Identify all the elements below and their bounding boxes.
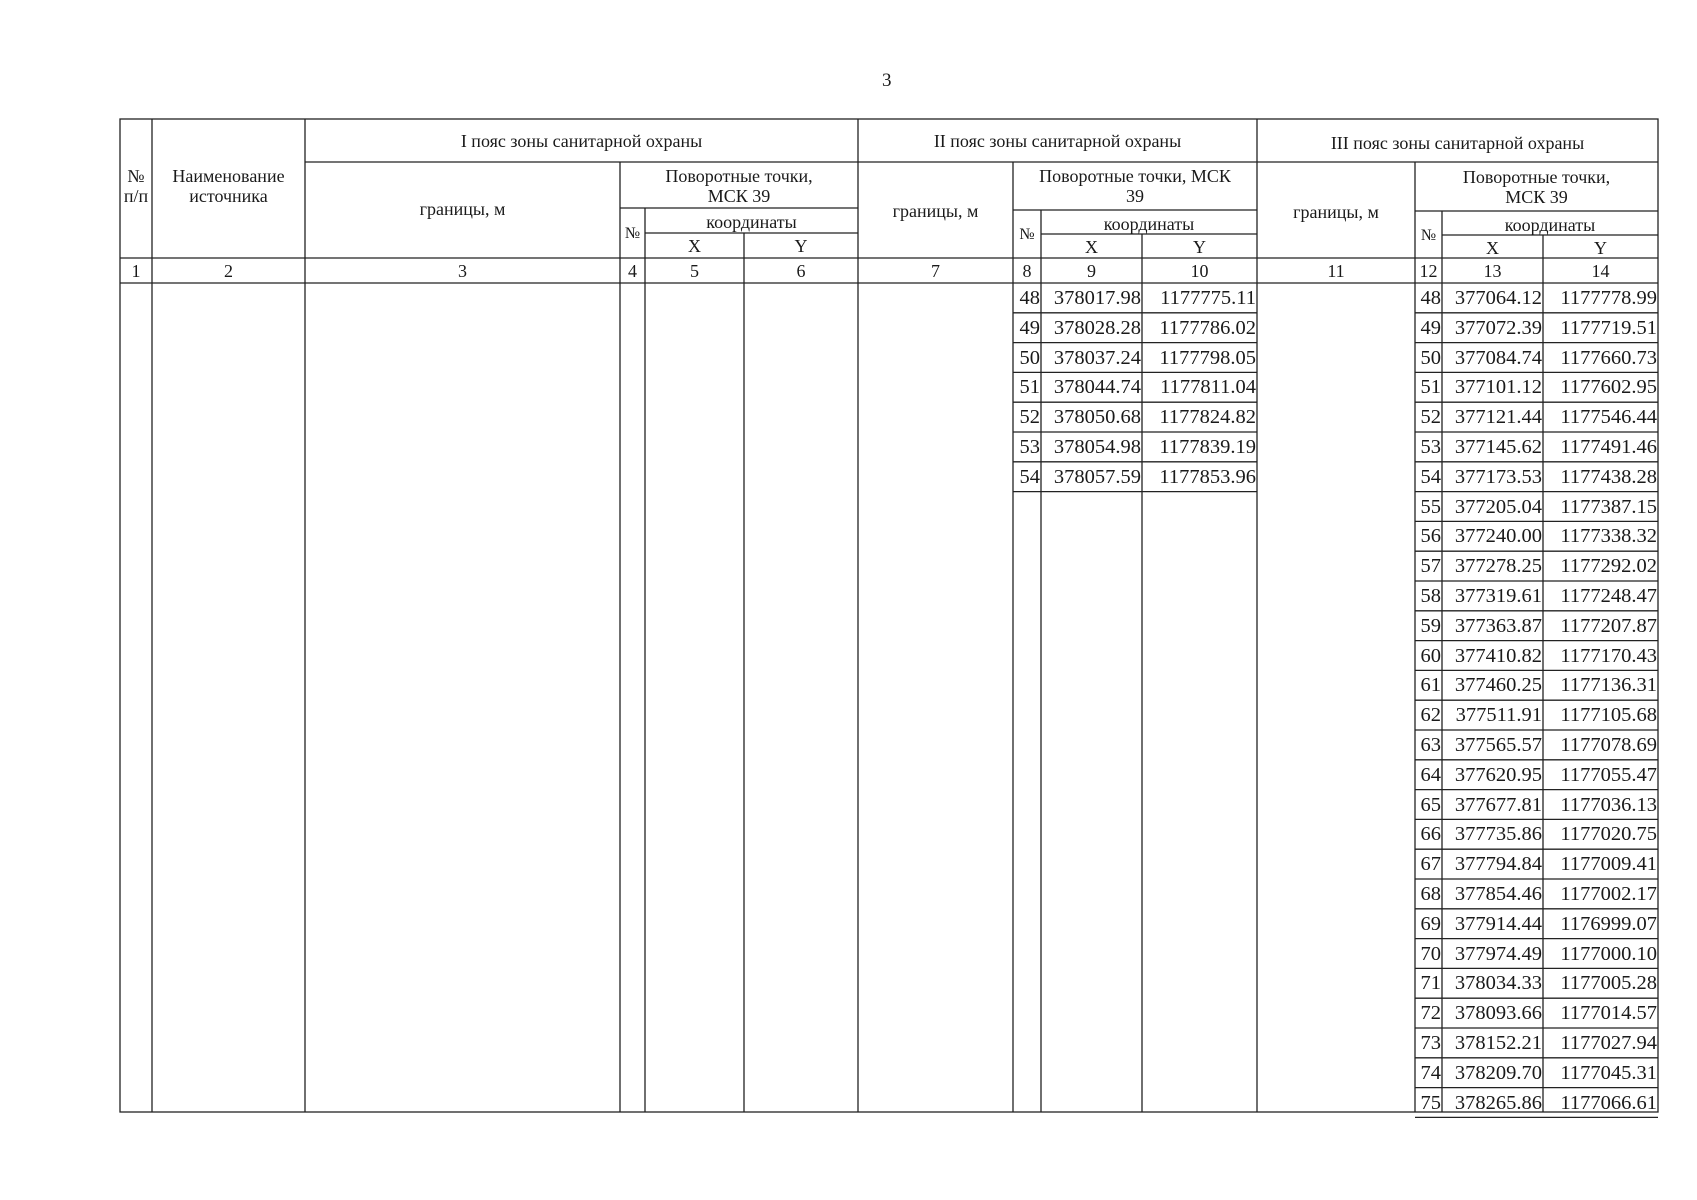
header-borders-2: границы, м	[892, 201, 979, 221]
point-number: 57	[1420, 555, 1441, 578]
point-number: 50	[1420, 346, 1441, 369]
point-number: 56	[1420, 525, 1441, 548]
point-x: 377240.00	[1454, 525, 1542, 548]
point-x: 377410.82	[1454, 644, 1542, 667]
col-number: 4	[628, 261, 637, 281]
point-y: 1177491.46	[1560, 436, 1657, 458]
point-x: 377511.91	[1455, 704, 1542, 727]
point-y: 1177002.17	[1560, 883, 1657, 905]
header-no-1: №	[624, 225, 641, 242]
point-x: 378017.98	[1053, 287, 1141, 309]
point-number: 48	[1019, 287, 1040, 309]
point-y: 1177719.51	[1560, 316, 1657, 339]
point-x: 377278.25	[1454, 555, 1542, 578]
point-number: 68	[1420, 883, 1441, 905]
col-number: 7	[931, 261, 940, 281]
point-number: 61	[1420, 674, 1441, 697]
point-number: 72	[1420, 1002, 1441, 1025]
point-y: 1177009.41	[1560, 853, 1657, 876]
point-number: 52	[1420, 406, 1441, 429]
point-y: 1177036.13	[1560, 793, 1657, 816]
col-number: 14	[1591, 261, 1610, 281]
point-y: 1177775.11	[1160, 287, 1256, 309]
point-number: 75	[1420, 1091, 1441, 1114]
point-y: 1177014.57	[1560, 1002, 1657, 1025]
point-x: 377914.44	[1454, 912, 1542, 935]
point-y: 1177824.82	[1159, 406, 1256, 429]
col-number: 8	[1022, 261, 1032, 281]
point-number: 49	[1019, 316, 1040, 339]
header-coords-1: координаты	[706, 212, 797, 232]
point-y: 1177005.28	[1560, 972, 1657, 995]
point-y: 1177292.02	[1560, 555, 1657, 578]
col-number: 5	[690, 261, 699, 281]
point-y: 1177438.28	[1560, 465, 1657, 488]
col-number: 13	[1483, 261, 1502, 281]
header-y-1: Y	[794, 236, 808, 256]
point-x: 377319.61	[1454, 585, 1542, 607]
page-number-text: 3	[882, 70, 892, 91]
point-number: 62	[1420, 704, 1441, 727]
col-number: 6	[796, 261, 806, 281]
point-x: 377064.12	[1454, 287, 1542, 309]
header-source: Наименование источника	[172, 166, 285, 206]
header-turn-points-1: Поворотные точки, МСК 39	[665, 166, 813, 206]
point-x: 378034.33	[1454, 972, 1542, 995]
point-y: 1177170.43	[1560, 644, 1657, 667]
point-number: 52	[1019, 406, 1040, 429]
point-x: 377735.86	[1454, 823, 1542, 846]
col-number: 1	[131, 261, 141, 281]
point-y: 1177778.99	[1560, 287, 1657, 309]
col-number: 11	[1327, 261, 1345, 281]
header-turn-points-2: Поворотные точки, МСК 39	[1039, 166, 1231, 206]
point-y: 1177078.69	[1560, 734, 1657, 756]
point-number: 54	[1019, 465, 1040, 488]
point-y: 1177020.75	[1560, 823, 1657, 846]
point-x: 377072.39	[1454, 316, 1542, 339]
point-x: 377460.25	[1454, 674, 1542, 697]
point-y: 1177660.73	[1560, 346, 1657, 369]
point-y: 1177602.95	[1560, 376, 1657, 399]
point-x: 377121.44	[1454, 406, 1542, 429]
col-number: 2	[224, 261, 233, 281]
header-x-1: X	[688, 236, 701, 256]
point-y: 1177055.47	[1560, 763, 1657, 786]
point-number: 70	[1420, 942, 1441, 965]
point-x: 378044.74	[1053, 376, 1141, 399]
header-coords-2: координаты	[1103, 214, 1195, 234]
point-y: 1177338.32	[1560, 525, 1657, 548]
header-borders-3: границы, м	[1293, 202, 1379, 222]
header-borders-1: границы, м	[419, 199, 506, 219]
point-number: 51	[1420, 376, 1441, 399]
point-x: 377620.95	[1454, 763, 1542, 786]
point-number: 49	[1420, 316, 1441, 339]
point-x: 377205.04	[1454, 495, 1542, 518]
point-number: 67	[1420, 853, 1441, 876]
header-num: № п/п	[123, 166, 149, 206]
point-number: 73	[1420, 1032, 1441, 1054]
point-y: 1177066.61	[1560, 1091, 1657, 1114]
point-x: 378028.28	[1053, 316, 1141, 339]
col-number: 3	[458, 261, 467, 281]
point-x: 377084.74	[1454, 346, 1542, 369]
point-number: 53	[1420, 436, 1441, 458]
header-y-2: Y	[1193, 237, 1206, 257]
col-number: 9	[1087, 261, 1096, 281]
point-number: 48	[1420, 287, 1441, 309]
point-y: 1177387.15	[1560, 495, 1657, 518]
point-x: 377677.81	[1454, 793, 1542, 816]
header-no-3: №	[1420, 227, 1437, 244]
point-number: 50	[1019, 346, 1040, 369]
point-number: 63	[1420, 734, 1441, 756]
point-number: 64	[1420, 763, 1441, 786]
point-x: 378050.68	[1053, 406, 1141, 429]
header-no-2: №	[1019, 226, 1035, 243]
point-number: 65	[1420, 793, 1441, 816]
point-x: 378265.86	[1454, 1091, 1542, 1114]
point-number: 60	[1420, 644, 1441, 667]
point-y: 1177546.44	[1560, 406, 1657, 429]
header-zone3: III пояс зоны санитарной охраны	[1330, 133, 1585, 153]
point-y: 1177000.10	[1560, 942, 1657, 965]
point-number: 51	[1019, 376, 1040, 399]
point-y: 1177105.68	[1560, 704, 1657, 727]
point-y: 1177853.96	[1159, 465, 1256, 488]
point-x: 378152.21	[1454, 1032, 1542, 1054]
point-x: 377854.46	[1454, 883, 1542, 905]
point-y: 1177027.94	[1560, 1032, 1657, 1054]
point-x: 377101.12	[1454, 376, 1542, 399]
point-number: 71	[1420, 972, 1441, 995]
point-y: 1177839.19	[1159, 436, 1256, 458]
point-number: 53	[1019, 436, 1040, 458]
point-x: 378057.59	[1053, 465, 1141, 488]
header-x-2: X	[1085, 237, 1098, 257]
col-number: 10	[1190, 261, 1209, 281]
point-number: 69	[1420, 912, 1441, 935]
point-number: 59	[1420, 614, 1441, 637]
point-number: 54	[1420, 465, 1441, 488]
header-coords-3: координаты	[1504, 215, 1596, 235]
point-y: 1177798.05	[1159, 346, 1256, 369]
point-x: 378093.66	[1454, 1002, 1542, 1025]
point-x: 378037.24	[1053, 346, 1141, 369]
point-number: 66	[1420, 823, 1441, 846]
point-number: 55	[1420, 495, 1441, 518]
point-y: 1177248.47	[1560, 585, 1657, 607]
header-x-3: X	[1486, 238, 1499, 258]
header-y-3: Y	[1594, 238, 1607, 258]
point-number: 74	[1420, 1061, 1441, 1084]
point-x: 378209.70	[1454, 1061, 1542, 1084]
point-x: 378054.98	[1053, 436, 1141, 458]
point-x: 377145.62	[1454, 436, 1542, 458]
point-x: 377363.87	[1454, 614, 1542, 637]
col-number: 12	[1419, 261, 1438, 281]
header-turn-points-3: Поворотные точки, МСК 39	[1462, 167, 1611, 207]
point-y: 1177136.31	[1560, 674, 1657, 697]
point-y: 1177045.31	[1560, 1061, 1657, 1084]
point-x: 377565.57	[1454, 734, 1542, 756]
point-y: 1176999.07	[1560, 912, 1657, 935]
point-x: 377794.84	[1454, 853, 1542, 876]
point-y: 1177786.02	[1159, 316, 1256, 339]
header-zone2: II пояс зоны санитарной охраны	[933, 131, 1182, 151]
point-y: 1177207.87	[1560, 614, 1657, 637]
point-y: 1177811.04	[1160, 376, 1256, 399]
point-x: 377974.49	[1454, 942, 1542, 965]
point-x: 377173.53	[1454, 465, 1542, 488]
header-zone1: I пояс зоны санитарной охраны	[460, 131, 703, 151]
point-number: 58	[1420, 585, 1441, 607]
